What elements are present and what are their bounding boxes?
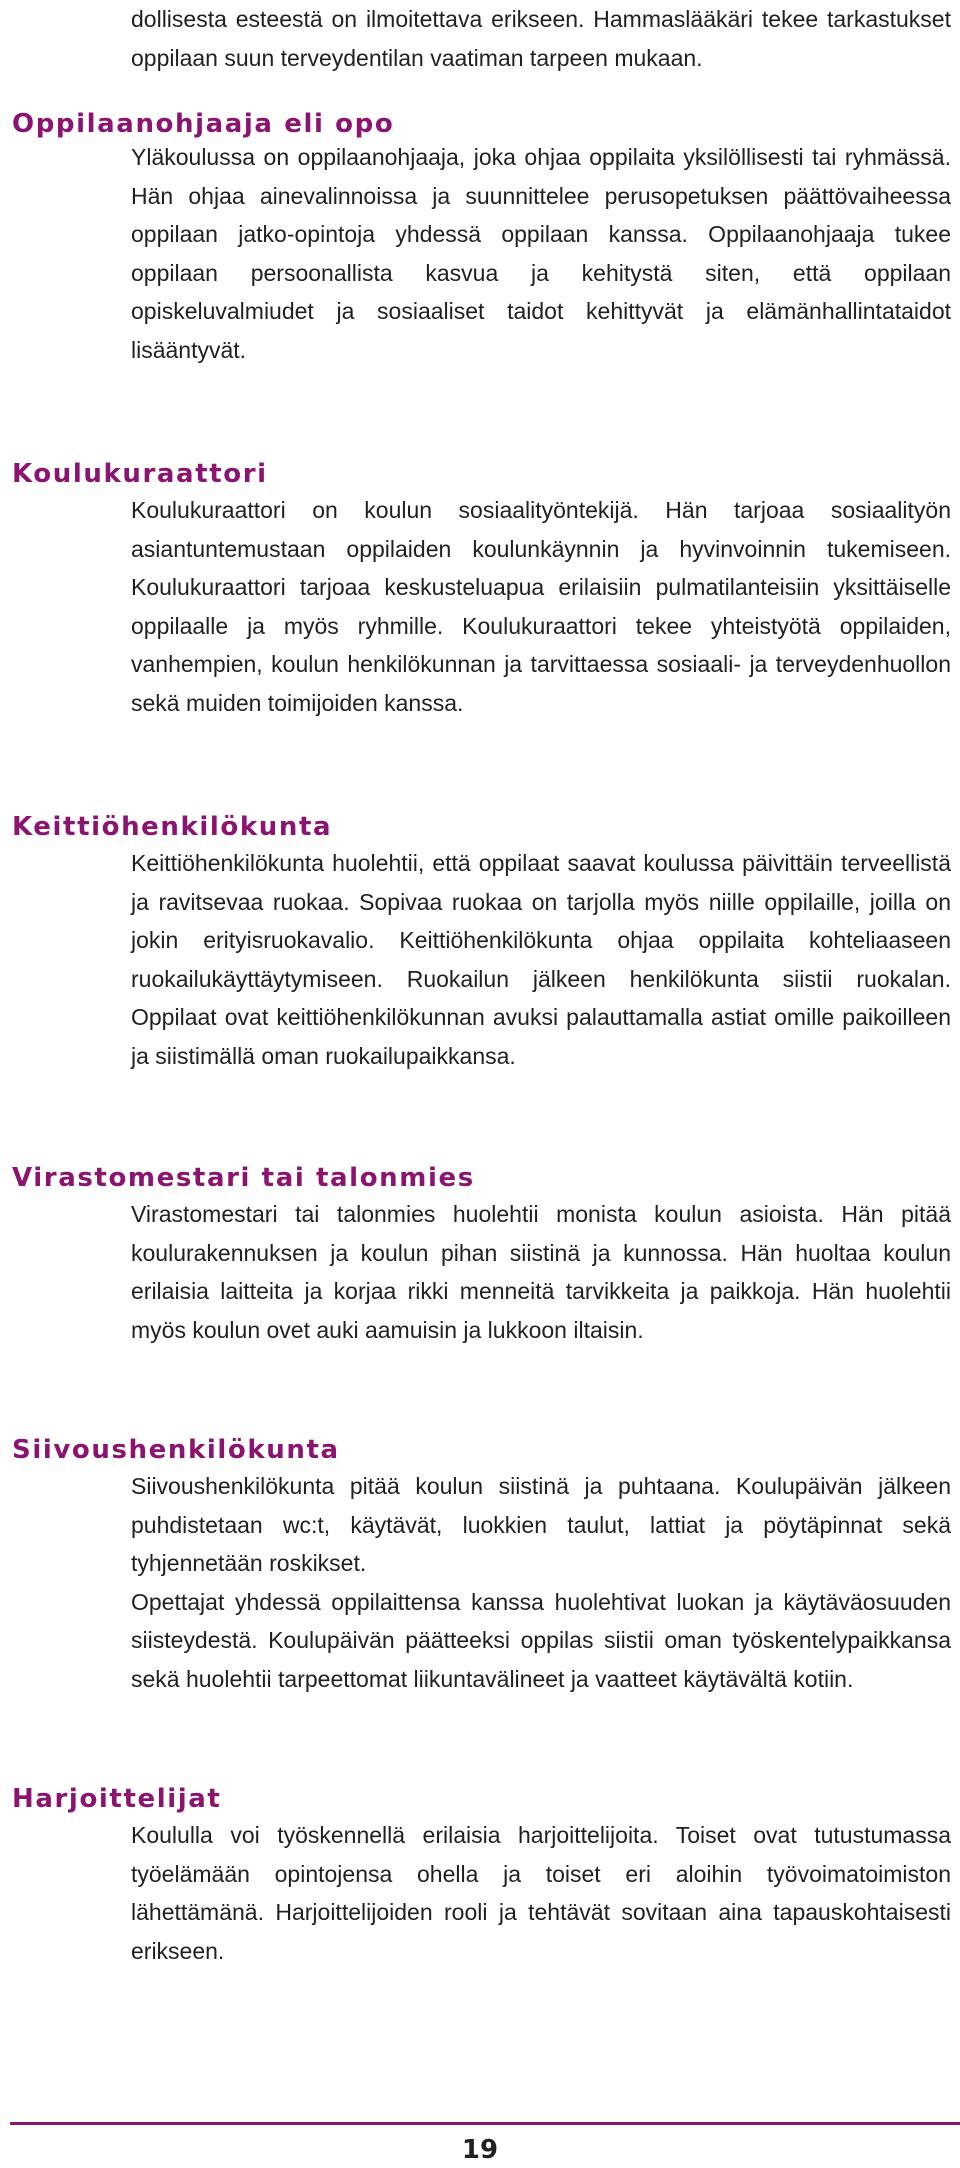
section-body (131, 1467, 951, 1698)
section-body (131, 1195, 951, 1349)
intro-paragraph: dollisesta esteestä on ilmoitettava erikseen. Hammaslääkäri tekee tarkastukset oppilaan suun terveydentilan vaatiman tarpeen mukaan. (131, 6, 951, 71)
section-paragraph: Koululla voi työskennellä erilaisia harjoittelijoita. Toiset ovat tutustumassa työelämään opintojensa ohella ja toiset eri aloihin työvoimatoimiston lähettämänä. Harjoittelijoiden rooli ja tehtävät sovitaan aina tapauskohtaisesti erikseen. (131, 1822, 951, 1964)
section-heading: Siivoushenkilökunta (12, 1435, 340, 1465)
footer-rule (10, 2122, 960, 2125)
section-paragraph: Yläkoulussa on oppilaanohjaaja, joka ohjaa oppilaita yksilöllisesti tai ryhmässä. Hän ohjaa ainevalinnoissa ja suunnittelee perusopetuksen päättövaiheessa oppilaan jatko-opintoja yhdessä oppilaan kanssa. Oppilaanohjaaja tukee oppilaan persoonallista kasvua ja kehitystä siten, että oppilaan opiskeluvalmiudet ja sosiaaliset taidot kehittyvät ja elämänhallintataidot lisääntyvät. (131, 144, 951, 363)
section-body (131, 844, 951, 1075)
section-heading: Harjoittelijat (12, 1784, 222, 1814)
section-paragraph: Opettajat yhdessä oppilaittensa kanssa huolehtivat luokan ja käytäväosuuden siisteydestä. Koulupäivän päätteeksi oppilas siistii oman työskentelypaikkansa sekä huolehtii tarpeettomat liikuntavälineet ja vaatteet käytävältä kotiin. (131, 1588, 951, 1692)
section-paragraph: Keittiöhenkilökunta huolehtii, että oppilaat saavat koulussa päivittäin terveellistä ja ravitsevaa ruokaa. Sopivaa ruokaa on tarjolla myös niille oppilaille, joilla on jokin erityisruokavalio. Keittiöhenkilökunta ohjaa oppilaita kohteliaaseen ruokailukäyttäytymiseen. Ruokailun jälkeen henkilökunta siistii ruokalan. Oppilaat ovat keittiöhenkilökunnan avuksi palauttamalla astiat omille paikoilleen ja siistimällä oman ruokailupaikkansa. (131, 850, 951, 1069)
section-heading: Oppilaanohjaaja eli opo (12, 109, 395, 139)
section-paragraph: Siivoushenkilökunta pitää koulun siistinä ja puhtaana. Koulupäivän jälkeen puhdistetaan wc:t, käytävät, luokkien taulut, lattiat ja pöytäpinnat sekä tyhjennetään roskikset. (131, 1473, 951, 1576)
section-body (131, 1816, 951, 1970)
section-heading: Koulukuraattori (12, 459, 268, 489)
section-heading: Virastomestari tai talonmies (12, 1163, 475, 1193)
section-paragraph: Virastomestari tai talonmies huolehtii monista koulun asioista. Hän pitää koulurakennuksen ja koulun pihan siistinä ja kunnossa. Hän huoltaa koulun erilaisia laitteita ja korjaa rikki menneitä tarvikkeita ja paikkoja. Hän huolehtii myös koulun ovet auki aamuisin ja lukkoon iltaisin. (131, 1201, 951, 1343)
section-body (131, 138, 951, 369)
page-number: 19 (461, 2135, 499, 2165)
section-body (131, 491, 951, 722)
section-paragraph: Koulukuraattori on koulun sosiaalityöntekijä. Hän tarjoaa sosiaalityön asiantuntemustaan oppilaiden koulunkäynnin ja hyvinvoinnin tukemiseen. Koulukuraattori tarjoaa keskusteluapua erilaisiin pulmatilanteisiin yksittäiselle oppilaalle ja myös ryhmille. Koulukuraattori tekee yhteistyötä oppilaiden, vanhempien, koulun henkilökunnan ja tarvittaessa sosiaali- ja terveydenhuollon sekä muiden toimijoiden kanssa. (131, 497, 951, 716)
section-heading: Keittiöhenkilökunta (12, 812, 333, 842)
